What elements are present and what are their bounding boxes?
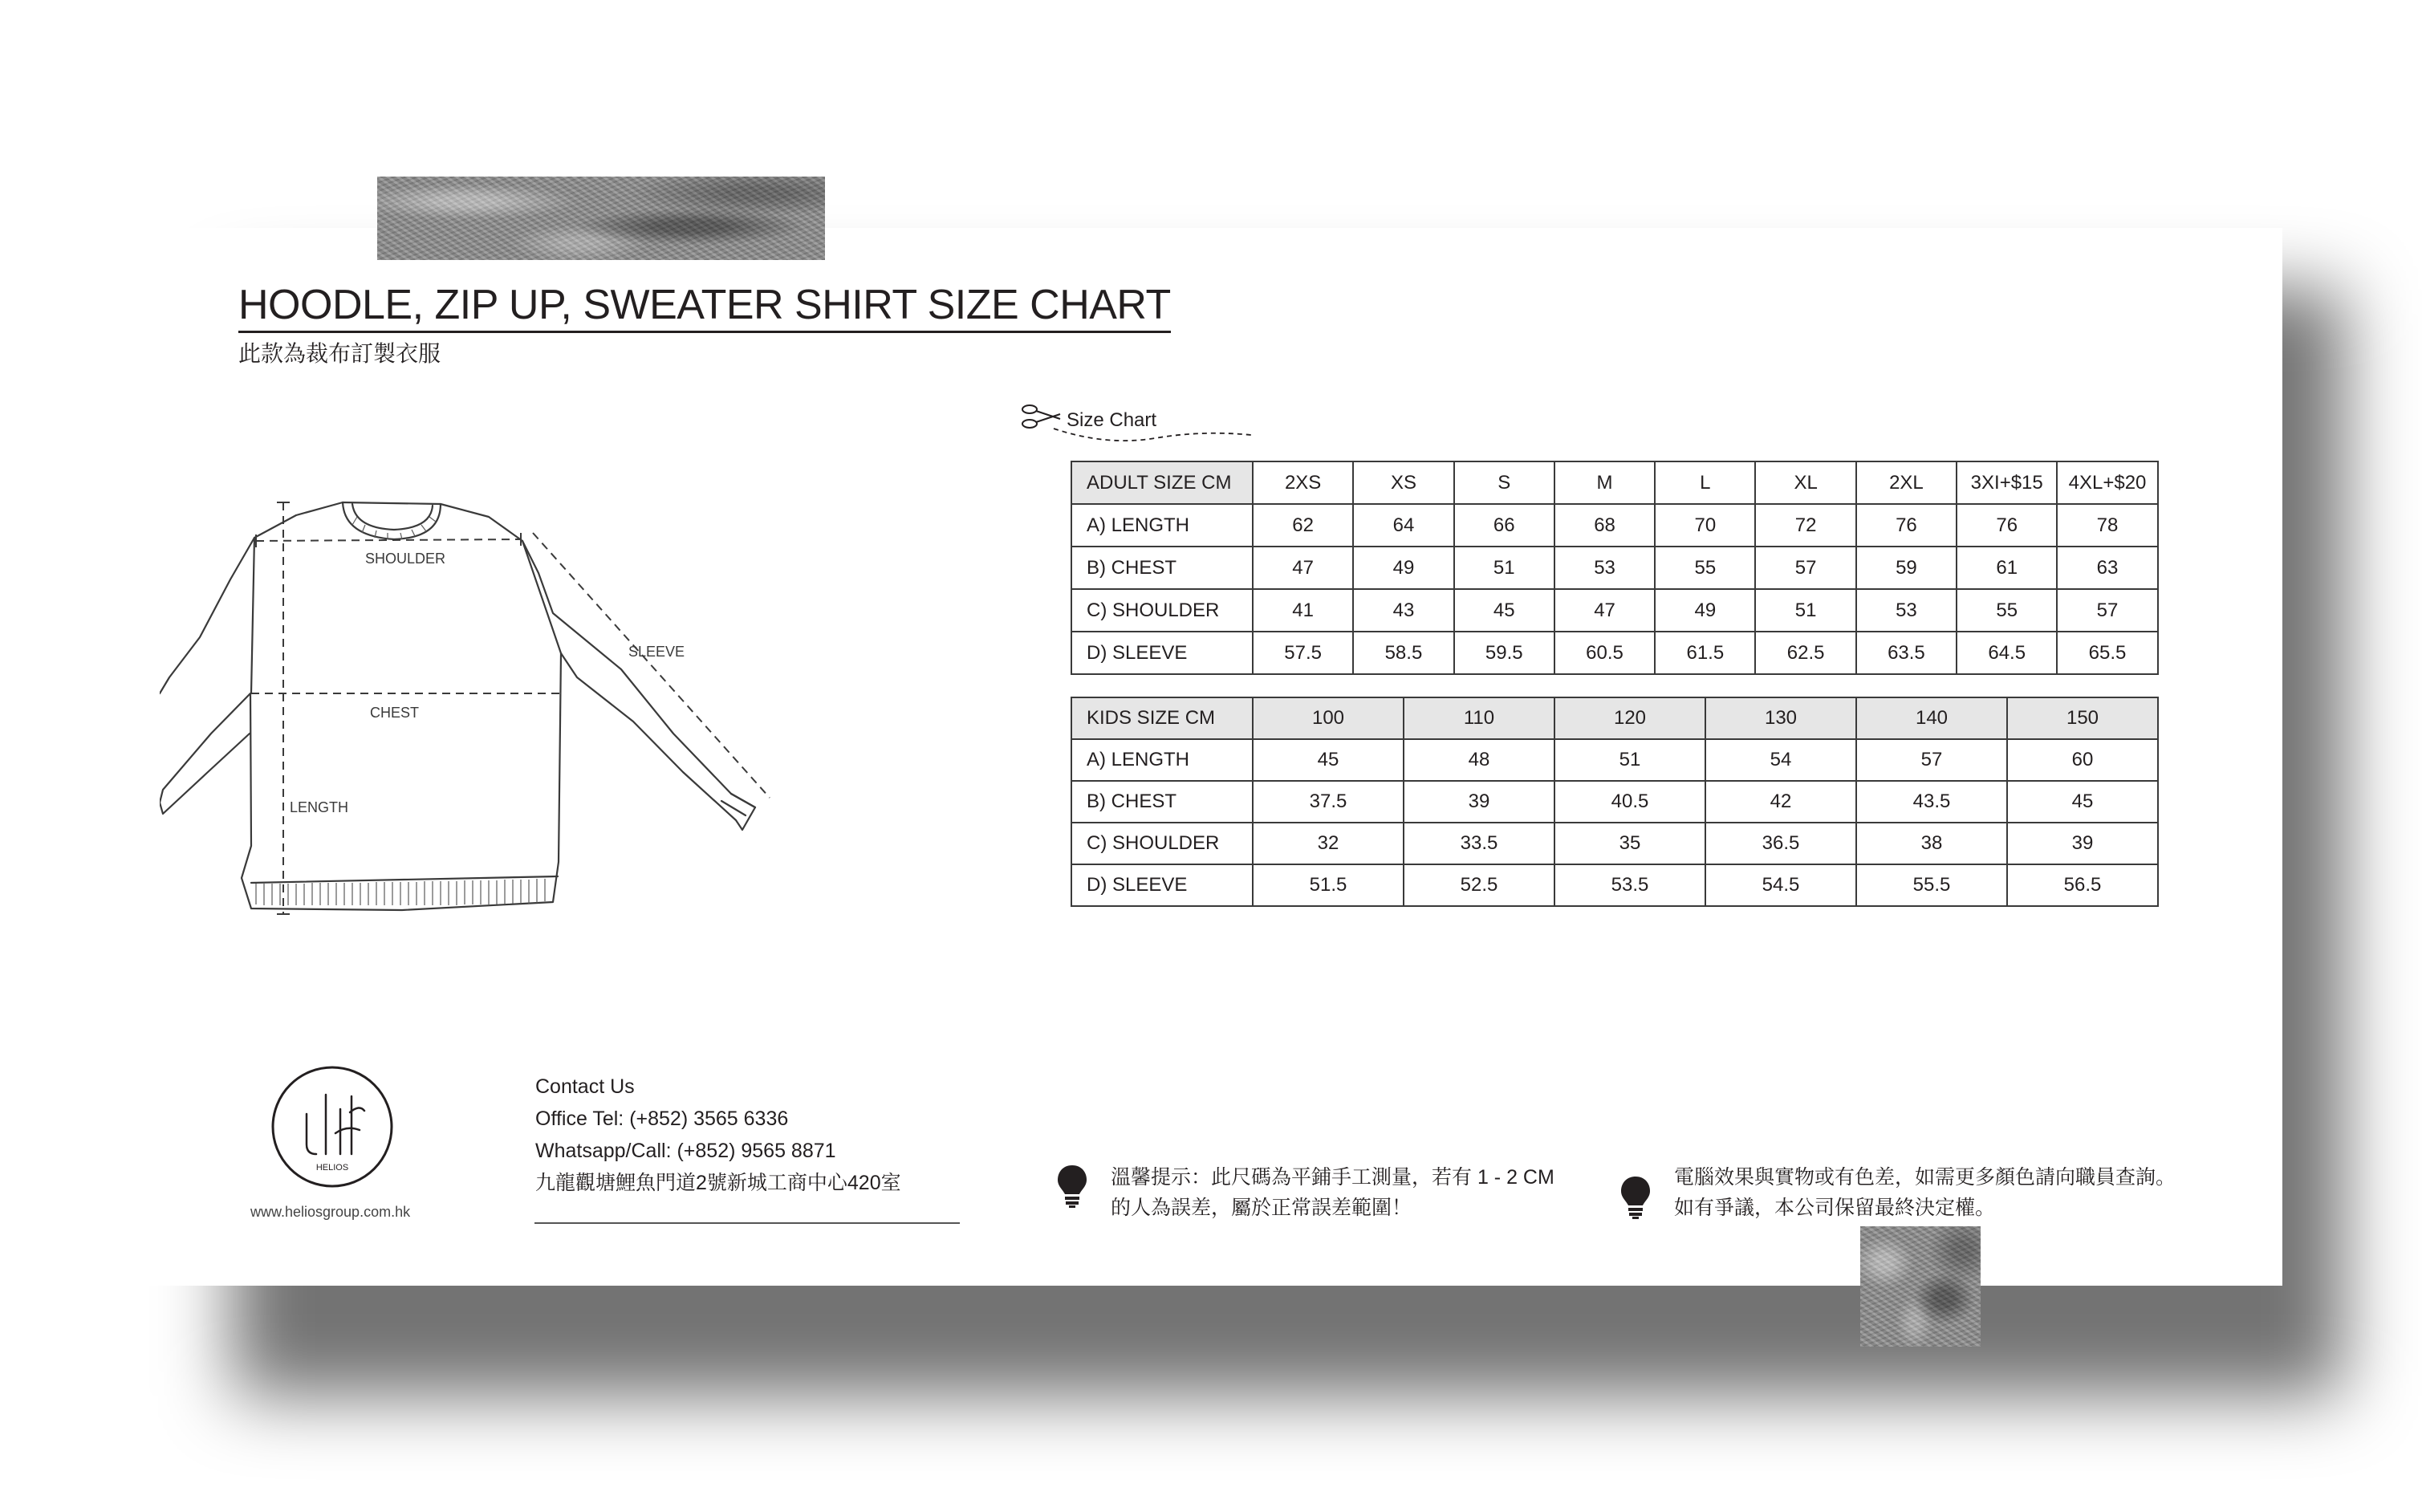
table-cell: 72 [1755, 504, 1855, 547]
size-header: 130 [1705, 697, 1856, 739]
table-row [1071, 632, 2158, 674]
table-row [1071, 823, 2158, 864]
table-cell: 63.5 [1856, 632, 1957, 674]
size-header: XS [1353, 461, 1453, 504]
table-cell: 55 [1655, 547, 1755, 589]
whatsapp-phone: Whatsapp/Call: (+852) 9565 8871 [535, 1140, 836, 1162]
table-cell: 53 [1554, 547, 1655, 589]
table-cell: 51.5 [1253, 864, 1404, 906]
table-header-row [1071, 461, 2158, 504]
table-row [1071, 739, 2158, 781]
size-header: 2XL [1856, 461, 1957, 504]
table-cell: 51 [1554, 739, 1705, 781]
size-header: 100 [1253, 697, 1404, 739]
shoulder-label: SHOULDER [365, 551, 446, 567]
row-label: C) SHOULDER [1071, 823, 1253, 864]
table-cell: 54 [1705, 739, 1856, 781]
table-cell: 52.5 [1404, 864, 1554, 906]
table-cell: 35 [1554, 823, 1705, 864]
table-cell: 39 [1404, 781, 1554, 823]
website-url[interactable]: www.heliosgroup.com.hk [250, 1204, 411, 1220]
size-header: L [1655, 461, 1755, 504]
chest-label: CHEST [370, 705, 420, 721]
contact-divider [534, 1222, 960, 1224]
contact-heading: Contact Us [535, 1075, 635, 1098]
table-cell: 55 [1957, 589, 2057, 632]
lightbulb-icon [1056, 1164, 1088, 1209]
office-phone: Office Tel: (+852) 3565 6336 [535, 1108, 789, 1130]
table-cell: 59 [1856, 547, 1957, 589]
table-cell: 43 [1353, 589, 1453, 632]
table-cell: 60 [2007, 739, 2158, 781]
table-header-row [1071, 697, 2158, 739]
table-cell: 49 [1353, 547, 1453, 589]
adult-header-label: ADULT SIZE CM [1071, 461, 1253, 504]
table-cell: 64.5 [1957, 632, 2057, 674]
table-cell: 62 [1253, 504, 1353, 547]
table-cell: 48 [1404, 739, 1554, 781]
table-cell: 66 [1454, 504, 1554, 547]
page-subtitle: 此款為裁布訂製衣服 [238, 341, 441, 366]
table-row [1071, 864, 2158, 906]
table-cell: 55.5 [1856, 864, 2007, 906]
row-label: D) SLEEVE [1071, 632, 1253, 674]
sleeve-label: SLEEVE [628, 644, 685, 660]
table-cell: 42 [1705, 781, 1856, 823]
kids-header-label: KIDS SIZE CM [1071, 697, 1253, 739]
table-cell: 61 [1957, 547, 2057, 589]
size-header: 150 [2007, 697, 2158, 739]
size-header: 3XI+$15 [1957, 461, 2057, 504]
table-cell: 39 [2007, 823, 2158, 864]
size-header: M [1554, 461, 1655, 504]
size-header: 140 [1856, 697, 2007, 739]
size-header: XL [1755, 461, 1855, 504]
table-cell: 45 [1454, 589, 1554, 632]
table-cell: 76 [1856, 504, 1957, 547]
logo-brand-text: HELIOS [315, 1163, 349, 1173]
table-cell: 37.5 [1253, 781, 1404, 823]
table-cell: 57 [1856, 739, 2007, 781]
table-cell: 62.5 [1755, 632, 1855, 674]
table-cell: 61.5 [1655, 632, 1755, 674]
size-chart-label: Size Chart [1067, 409, 1157, 431]
table-cell: 43.5 [1856, 781, 2007, 823]
tape-strip-bottom [1860, 1226, 1981, 1347]
table-cell: 57.5 [1253, 632, 1353, 674]
color-disclaimer [1674, 1162, 2176, 1223]
row-label: A) LENGTH [1071, 504, 1253, 547]
table-cell: 49 [1655, 589, 1755, 632]
table-cell: 64 [1353, 504, 1453, 547]
row-label: D) SLEEVE [1071, 864, 1253, 906]
table-cell: 56.5 [2007, 864, 2158, 906]
table-cell: 33.5 [1404, 823, 1554, 864]
size-chart-card [148, 228, 2282, 1286]
table-cell: 51 [1755, 589, 1855, 632]
row-label: B) CHEST [1071, 781, 1253, 823]
size-header: 4XL+$20 [2057, 461, 2157, 504]
size-header: 120 [1554, 697, 1705, 739]
row-label: A) LENGTH [1071, 739, 1253, 781]
table-cell: 53 [1856, 589, 1957, 632]
table-cell: 51 [1454, 547, 1554, 589]
tip-line: 電腦效果與實物或有色差，如需更多顏色請向職員查詢。 [1674, 1166, 2176, 1189]
tip-line: 溫馨提示：此尺碼為平鋪手工測量，若有 1 - 2 CM [1111, 1166, 1554, 1189]
table-cell: 45 [1253, 739, 1404, 781]
size-header: 2XS [1253, 461, 1353, 504]
table-row [1071, 589, 2158, 632]
table-cell: 59.5 [1454, 632, 1554, 674]
contact-block [535, 1071, 901, 1199]
row-label: C) SHOULDER [1071, 589, 1253, 632]
table-cell: 70 [1655, 504, 1755, 547]
table-cell: 40.5 [1554, 781, 1705, 823]
kids-size-table [1071, 697, 2159, 907]
table-row [1071, 547, 2158, 589]
table-cell: 32 [1253, 823, 1404, 864]
table-cell: 68 [1554, 504, 1655, 547]
size-header: S [1454, 461, 1554, 504]
table-cell: 57 [1755, 547, 1855, 589]
table-cell: 63 [2057, 547, 2157, 589]
tip-line: 的人為誤差，屬於正常誤差範圍！ [1111, 1197, 1412, 1219]
table-cell: 47 [1554, 589, 1655, 632]
length-label: LENGTH [290, 799, 349, 815]
table-cell: 76 [1957, 504, 2057, 547]
adult-size-table [1071, 461, 2159, 675]
row-label: B) CHEST [1071, 547, 1253, 589]
table-cell: 38 [1856, 823, 2007, 864]
table-cell: 41 [1253, 589, 1353, 632]
table-row [1071, 781, 2158, 823]
table-cell: 65.5 [2057, 632, 2157, 674]
address: 九龍觀塘鯉魚門道2號新城工商中心420室 [535, 1172, 901, 1194]
table-cell: 53.5 [1554, 864, 1705, 906]
table-cell: 47 [1253, 547, 1353, 589]
page-title: HOODLE, ZIP UP, SWEATER SHIRT SIZE CHART [238, 284, 1171, 333]
table-cell: 78 [2057, 504, 2157, 547]
table-cell: 58.5 [1353, 632, 1453, 674]
measurement-tip [1111, 1162, 1554, 1223]
size-header: 110 [1404, 697, 1554, 739]
lightbulb-icon [1619, 1175, 1652, 1220]
tape-strip-top [377, 177, 825, 260]
tip-line: 如有爭議，本公司保留最終決定權。 [1674, 1197, 1996, 1219]
table-cell: 60.5 [1554, 632, 1655, 674]
helios-logo [270, 1064, 395, 1189]
sweater-diagram [160, 493, 1059, 942]
table-cell: 54.5 [1705, 864, 1856, 906]
table-cell: 36.5 [1705, 823, 1856, 864]
table-row [1071, 504, 2158, 547]
table-cell: 45 [2007, 781, 2158, 823]
table-cell: 57 [2057, 589, 2157, 632]
